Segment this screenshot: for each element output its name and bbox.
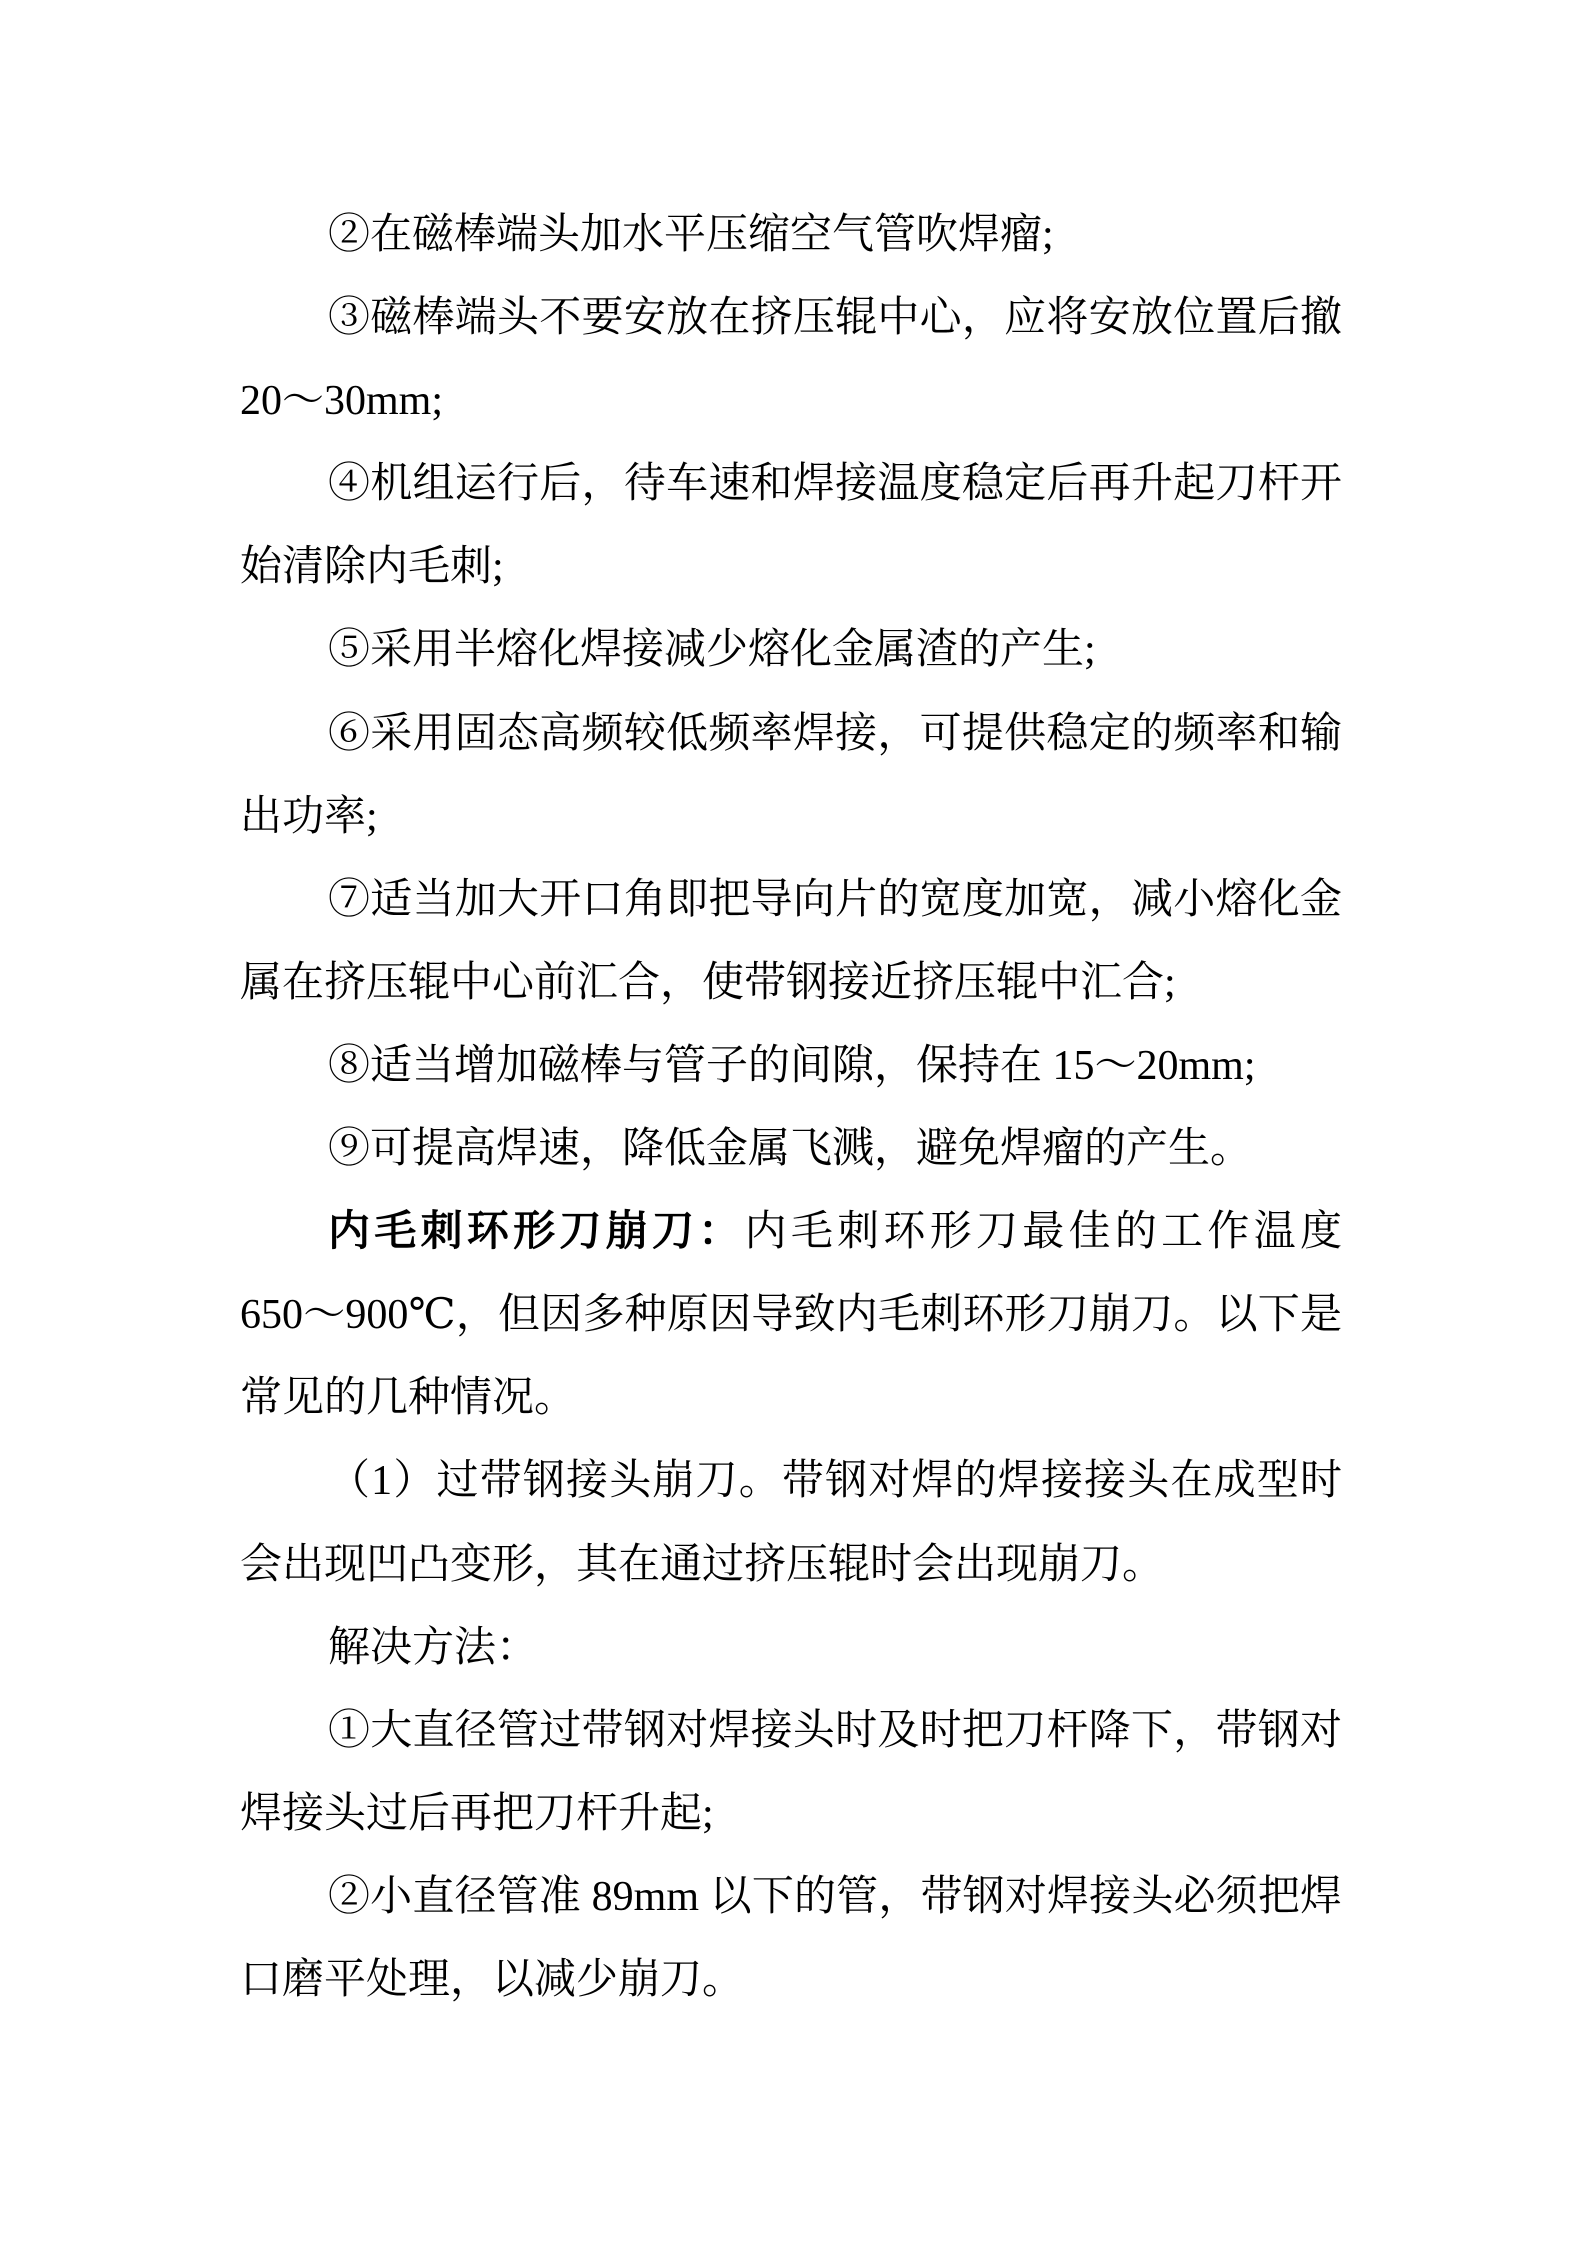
text-line [240,526,1342,609]
text-line [240,1108,1342,1191]
line-text: 始清除内毛刺; [240,544,504,591]
line-text: 解决方法： [328,1624,539,1671]
text-line [240,1524,1342,1607]
line-text: ④机组运行后，待车速和焊接温度稳定后再升起刀杆开 [328,461,1342,508]
line-text: 口磨平处理，以减少崩刀。 [240,1956,745,2003]
text-line [240,942,1342,1025]
text-line [240,1357,1342,1440]
line-text: 常见的几种情况。 [240,1375,577,1422]
text-line [240,1773,1342,1856]
line-text: ⑥采用固态高频较低频率焊接，可提供稳定的频率和输 [328,710,1342,757]
line-text: 焊接头过后再把刀杆升起; [240,1790,714,1837]
text-line [240,194,1342,277]
text-line [240,1939,1342,2022]
text-line [240,693,1342,776]
document-text-block [240,194,1342,2022]
line-text: ⑨可提高焊速，降低金属飞溅，避免焊瘤的产生。 [328,1126,1253,1173]
line-text: ②小直径管准 89mm 以下的管，带钢对焊接头必须把焊 [328,1873,1342,1920]
line-text: 出功率; [240,793,378,840]
line-text: ②在磁棒端头加水平压缩空气管吹焊瘤; [328,212,1054,258]
text-line [240,1025,1342,1108]
line-text: （1）过带钢接头崩刀。带钢对焊的焊接接头在成型时 [328,1458,1342,1505]
text-line [240,776,1342,859]
text-line [240,1690,1342,1773]
line-text: ⑤采用半熔化焊接减少熔化金属渣的产生; [328,627,1096,674]
line-text: ③磁棒端头不要安放在挤压辊中心，应将安放位置后撤 [328,295,1342,342]
text-line [240,1856,1342,1939]
text-line [240,1440,1342,1523]
line-text: 内毛刺环形刀最佳的工作温度 [744,1209,1342,1256]
text-line [240,1607,1342,1690]
line-text: 属在挤压辊中心前汇合，使带钢接近挤压辊中汇合; [240,959,1176,1006]
text-line [240,1274,1342,1357]
text-line [240,609,1342,692]
line-text: 会出现凹凸变形，其在通过挤压辊时会出现崩刀。 [240,1541,1165,1588]
line-text: ⑧适当增加磁棒与管子的间隙，保持在 15～20mm; [328,1042,1256,1089]
text-line [240,443,1342,526]
text-line [240,1191,1342,1274]
bold-heading: 内毛刺环形刀崩刀： [328,1209,745,1256]
line-text: 20～30mm; [240,378,444,425]
text-line [240,277,1342,360]
line-text: 650～900℃，但因多种原因导致内毛刺环形刀崩刀。以下是 [240,1292,1342,1339]
line-text: ①大直径管过带钢对焊接头时及时把刀杆降下，带钢对 [328,1707,1342,1754]
text-line [240,859,1342,942]
line-text: ⑦适当加大开口角即把导向片的宽度加宽，减小熔化金 [328,876,1342,923]
text-line [240,360,1342,443]
